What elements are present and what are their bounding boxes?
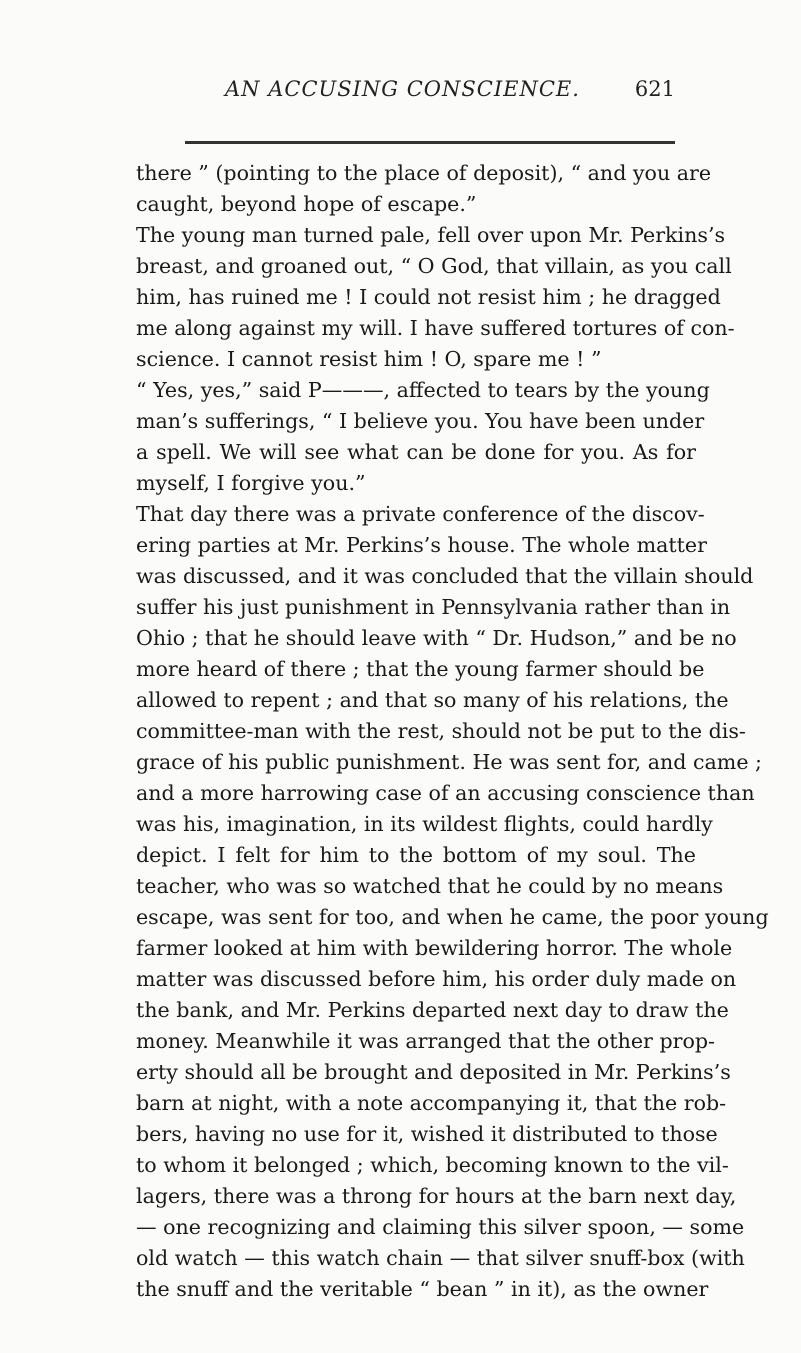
text-line: there ” (pointing to the place of deposit), “ and you are	[136, 161, 712, 185]
text-line: That day there was a private conference of the discov-	[136, 502, 705, 526]
text-line: money. Meanwhile it was arranged that the other prop-	[136, 1029, 716, 1053]
text-line: was discussed, and it was concluded that the villain should	[136, 564, 754, 588]
page-number: 621	[634, 77, 675, 101]
text-line: teacher, who was so watched that he could by no means	[136, 874, 724, 898]
text-line: lagers, there was a throng for hours at the barn next day,	[136, 1184, 737, 1208]
text-line: the snuff and the veritable “ bean ” in it), as the owner	[136, 1277, 709, 1301]
text-line: breast, and groaned out, “ O God, that villain, as you call	[136, 254, 732, 278]
header-rule	[185, 141, 675, 144]
text-line: to whom it belonged ; which, becoming known to the vil-	[136, 1153, 729, 1177]
text-line: the bank, and Mr. Perkins departed next day to draw the	[136, 998, 729, 1022]
text-line: science. I cannot resist him ! O, spare me ! ”	[136, 347, 602, 371]
text-line: grace of his public punishment. He was sent for, and came ;	[136, 750, 762, 774]
running-head	[185, 77, 675, 113]
text-line: escape, was sent for too, and when he came, the poor young	[136, 905, 769, 929]
text-line: matter was discussed before him, his order duly made on	[136, 967, 737, 991]
text-line: erty should all be brought and deposited in Mr. Perkins’s	[136, 1060, 731, 1084]
text-line: man’s sufferings, “ I believe you. You have been under	[136, 409, 705, 433]
text-line: depict. I felt for him to the bottom of my soul. The	[136, 843, 696, 867]
text-line: “ Yes, yes,” said P———, affected to tears by the young	[136, 378, 710, 402]
text-line: old watch — this watch chain — that silver snuff-box (with	[136, 1246, 745, 1270]
text-line: and a more harrowing case of an accusing conscience than	[136, 781, 755, 805]
body-text	[136, 158, 769, 1305]
text-line: him, has ruined me ! I could not resist him ; he dragged	[136, 285, 721, 309]
text-line: suffer his just punishment in Pennsylvania rather than in	[136, 595, 731, 619]
text-line: caught, beyond hope of escape.”	[136, 192, 477, 216]
text-line: barn at night, with a note accompanying it, that the rob-	[136, 1091, 727, 1115]
running-title: AN ACCUSING CONSCIENCE.	[225, 77, 580, 101]
text-line: me along against my will. I have suffered tortures of con-	[136, 316, 735, 340]
text-line: committee-man with the rest, should not be put to the dis-	[136, 719, 746, 743]
text-line: allowed to repent ; and that so many of his relations, the	[136, 688, 729, 712]
text-line: a spell. We will see what can be done for you. As for	[136, 440, 696, 464]
text-line: — one recognizing and claiming this silver spoon, — some	[136, 1215, 745, 1239]
text-line: more heard of there ; that the young farmer should be	[136, 657, 705, 681]
text-line: myself, I forgive you.”	[136, 471, 366, 495]
text-line: The young man turned pale, fell over upon Mr. Perkins’s	[136, 223, 726, 247]
text-line: Ohio ; that he should leave with “ Dr. Hudson,” and be no	[136, 626, 737, 650]
text-line: was his, imagination, in its wildest flights, could hardly	[136, 812, 713, 836]
text-line: bers, having no use for it, wished it distributed to those	[136, 1122, 718, 1146]
text-line: farmer looked at him with bewildering horror. The whole	[136, 936, 733, 960]
text-line: ering parties at Mr. Perkins’s house. The whole matter	[136, 533, 707, 557]
